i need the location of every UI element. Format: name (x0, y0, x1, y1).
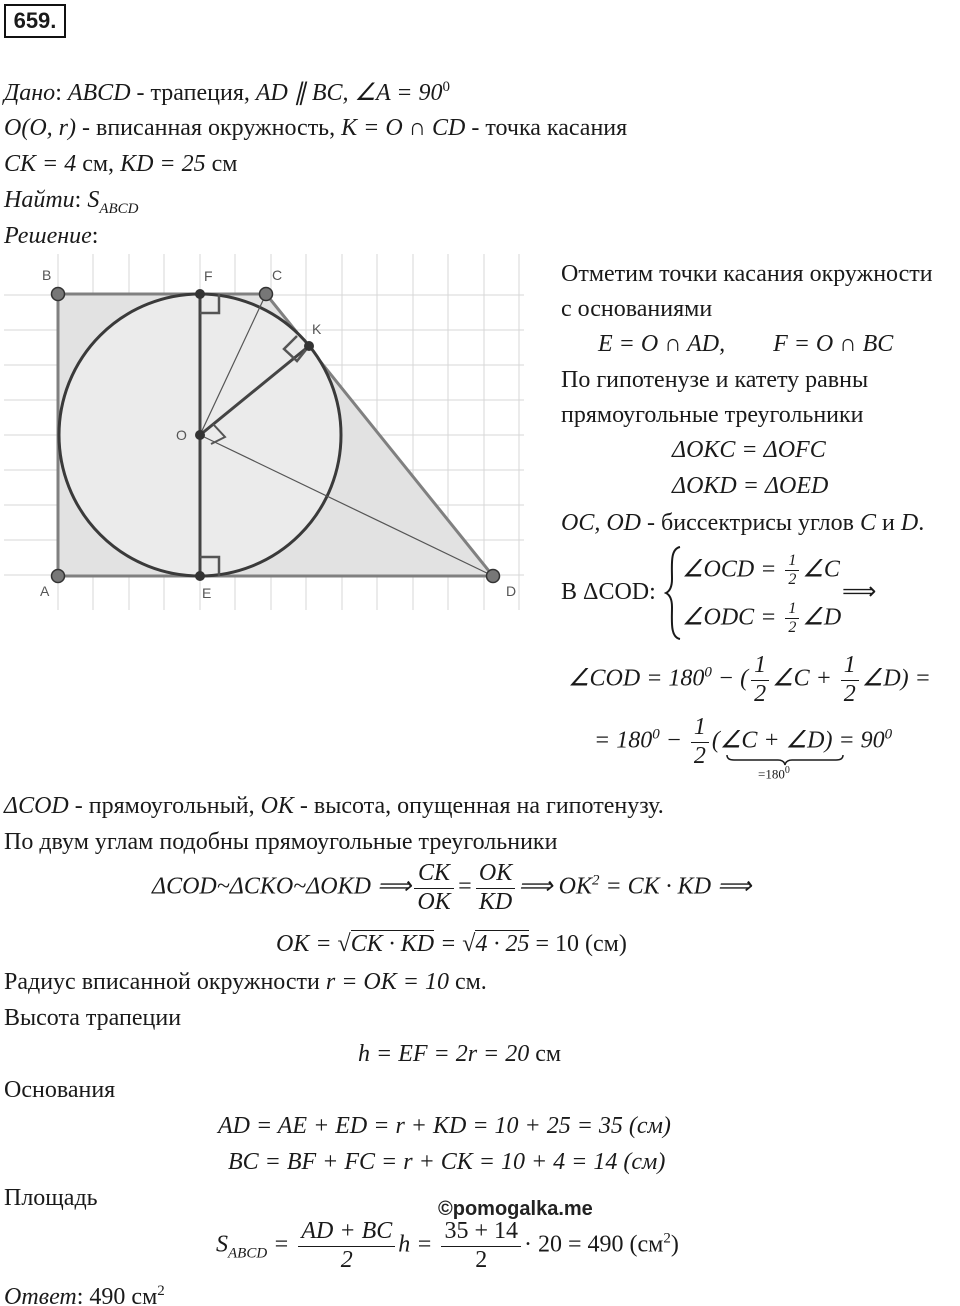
unit: см, (76, 151, 121, 177)
sys2-lhs: ∠ODC = (682, 604, 783, 631)
text: - прямоугольный, (68, 793, 261, 819)
given-text: - точка касания (465, 115, 628, 141)
implies-arrow: ⟹ (842, 579, 877, 605)
half-den: 2 (843, 680, 856, 707)
point-c (260, 288, 273, 301)
bisector-names: OC, OD (561, 510, 642, 536)
right-line-5: прямоугольные треугольники (561, 402, 864, 428)
line-area-label: Площадь (4, 1185, 98, 1211)
result: = 10 (см) (529, 931, 627, 957)
parallel-condition: AD ∥ BC, ∠A = 90 (255, 80, 443, 106)
point-a (52, 570, 65, 583)
height-value: h = EF = 2r = 20 (358, 1041, 530, 1067)
equals: = (434, 931, 463, 957)
fraction-ok-kd (476, 860, 515, 916)
degree-sup: 0 (442, 79, 450, 95)
label-e: E (202, 585, 212, 601)
numerator: CK (414, 860, 453, 889)
fraction-bases (298, 1218, 395, 1274)
system-eq-2 (682, 600, 841, 638)
sys1-lhs: ∠OCD = (682, 556, 783, 583)
half-fraction (785, 600, 799, 638)
h-term: h = (398, 1231, 439, 1258)
ck-value: CK = 4 (4, 151, 77, 177)
square-sup: 2 (591, 872, 600, 889)
trapezoid-figure (4, 254, 524, 610)
area-subscript: ABCD (99, 200, 139, 217)
given-line-3 (4, 152, 237, 176)
area-subscript: ABCD (228, 1245, 268, 1262)
radius-value: r = OK = 10 (325, 969, 449, 995)
unit: см (529, 1041, 562, 1067)
given-label: Дано (4, 80, 56, 106)
equals: = (456, 873, 473, 900)
numerator: 35 + 14 (441, 1218, 521, 1247)
cod-line-1 (568, 652, 931, 708)
cod-result: = 90 (832, 727, 885, 754)
circle-def: O(O, r) (4, 115, 76, 141)
sys1-rhs: ∠C (802, 556, 840, 583)
sys2-rhs: ∠D (802, 604, 842, 631)
trapezoid-name: ABCD (67, 80, 131, 106)
point-o (195, 430, 205, 440)
right-line-1: Отметим точки касания окружности (561, 261, 933, 287)
minus-paren: − ( (711, 665, 749, 692)
product: = CK · KD ⟹ (599, 873, 752, 900)
bc-equation: BC = BF + FC = r + CK = 10 + 4 = 14 (см) (228, 1149, 666, 1175)
denominator: KD (478, 888, 513, 915)
degree-sup: 0 (884, 726, 893, 743)
ad-equation: AD = AE + ED = r + KD = 10 + 25 = 35 (см) (218, 1113, 671, 1139)
half-num: 1 (841, 652, 859, 681)
label-a: A (40, 583, 50, 599)
sqrt-sign: √ (337, 931, 351, 957)
radicand-2: 4 · 25 (475, 931, 530, 957)
unit: см. (448, 969, 487, 995)
find-label: Найти (4, 187, 75, 213)
point-d (487, 570, 500, 583)
equals: = (267, 1231, 296, 1258)
line-similar: По двум углам подобны прямоугольные треугольники (4, 829, 558, 855)
triangle-eq-2: ΔOKD = ΔOED (672, 473, 829, 499)
close-paren: ) (670, 1231, 679, 1258)
ok-squared: ⟹ OK (518, 873, 592, 900)
colon: : (74, 187, 88, 213)
numerator: OK (476, 860, 515, 889)
label-b: B (42, 267, 52, 283)
text: - высота, опущенная на гипотенузу. (293, 793, 664, 819)
underbrace-note (758, 766, 790, 780)
degree-sup: 0 (704, 664, 712, 681)
cod-lhs: ∠COD = 180 (568, 665, 705, 692)
half-fraction (785, 552, 799, 590)
answer-line (4, 1284, 165, 1306)
half-fraction (691, 714, 709, 770)
period: . (918, 510, 925, 536)
half-fraction (841, 652, 859, 708)
point-b (52, 288, 65, 301)
radicand-1: CK · KD (350, 931, 435, 957)
point-e (195, 571, 205, 581)
denominator: 2 (340, 1246, 353, 1273)
right-line-2: с основаниями (561, 296, 713, 322)
given-line-1 (4, 80, 450, 105)
half-den: 2 (754, 680, 767, 707)
answer-value: : 490 см (76, 1284, 158, 1306)
solution-line (4, 224, 98, 248)
cod-start: = 180 (594, 727, 653, 754)
system-eq-1 (682, 552, 840, 590)
kd-value: KD = 25 (120, 151, 206, 177)
area-symbol: S (216, 1231, 228, 1258)
system-prefix: В ΔCOD: (561, 579, 656, 605)
triangle-cod: ΔCOD (4, 793, 69, 819)
line-radius (4, 970, 487, 994)
tangent-points-def: E = O ∩ AD, F = O ∩ BC (598, 331, 894, 357)
half-fraction (751, 652, 769, 708)
height-equation (358, 1042, 561, 1066)
label-d: D (506, 583, 517, 599)
right-line-4: По гипотенузе и катету равны (561, 367, 869, 393)
given-text: - трапеция, (130, 80, 256, 106)
colon: : (55, 80, 68, 106)
tangent-point-def: K = O ∩ CD (341, 115, 466, 141)
similarity-chain: ΔCOD~ΔCKO~ΔOKD ⟹ (152, 873, 412, 900)
point-k (304, 341, 314, 351)
unit: см (205, 151, 238, 177)
half-num: 1 (785, 600, 799, 619)
fraction-ck-ok (414, 860, 453, 916)
area-symbol: S (87, 187, 100, 213)
ok-computation (276, 932, 627, 956)
answer-label: Ответ (4, 1284, 77, 1306)
half-den: 2 (693, 742, 706, 769)
denominator: OK (417, 888, 451, 915)
square-sup: 2 (157, 1283, 165, 1299)
point-f (195, 289, 205, 299)
line-height-label: Высота трапеции (4, 1005, 182, 1031)
label-o: O (176, 427, 187, 443)
system-brace (664, 545, 682, 641)
ok-symbol: OK (260, 793, 294, 819)
brace-note-text: =180 (758, 766, 785, 782)
watermark: ©pomogalka.me (438, 1198, 593, 1220)
find-line (4, 188, 139, 217)
fraction-values (441, 1218, 521, 1274)
angle-d: D (900, 510, 919, 536)
square-sup: 2 (663, 1230, 671, 1247)
given-line-2 (4, 116, 627, 140)
line-right-triangle (4, 794, 664, 818)
half-den: 2 (788, 619, 797, 637)
label-c: C (272, 267, 283, 283)
area-equation (216, 1218, 679, 1274)
colon: : (91, 223, 99, 249)
text: Радиус вписанной окружности (4, 969, 326, 995)
angle-c: C (860, 510, 877, 536)
half-num: 1 (751, 652, 769, 681)
angle-c-term: ∠C + (772, 665, 838, 692)
triangle-eq-1: ΔOKC = ΔOFC (672, 437, 826, 463)
line-bases-label: Основания (4, 1077, 116, 1103)
half-num: 1 (785, 552, 799, 571)
half-num: 1 (691, 714, 709, 743)
ok-eq: OK = (276, 931, 338, 957)
denominator: 2 (475, 1246, 488, 1273)
sqrt-sign: √ (462, 931, 476, 957)
half-den: 2 (788, 571, 797, 589)
angle-d-term: ∠D) = (861, 665, 931, 692)
and-word: и (876, 510, 901, 536)
similarity-equation (152, 860, 751, 916)
angle-sum: (∠C + ∠D) (711, 727, 833, 754)
solution-label: Решение (4, 223, 92, 249)
numerator: AD + BC (298, 1218, 395, 1247)
problem-number: 659. (4, 4, 66, 38)
bisectors-line (561, 511, 924, 535)
bisector-text: - биссектрисы углов (641, 510, 860, 536)
label-f: F (204, 268, 213, 284)
label-k: K (312, 321, 322, 337)
minus: − (659, 727, 688, 754)
area-result: · 20 = 490 (см (523, 1231, 664, 1258)
degree-sup: 0 (652, 726, 660, 743)
given-text: - вписанная окружность, (76, 115, 342, 141)
degree-sup: 0 (784, 765, 790, 776)
